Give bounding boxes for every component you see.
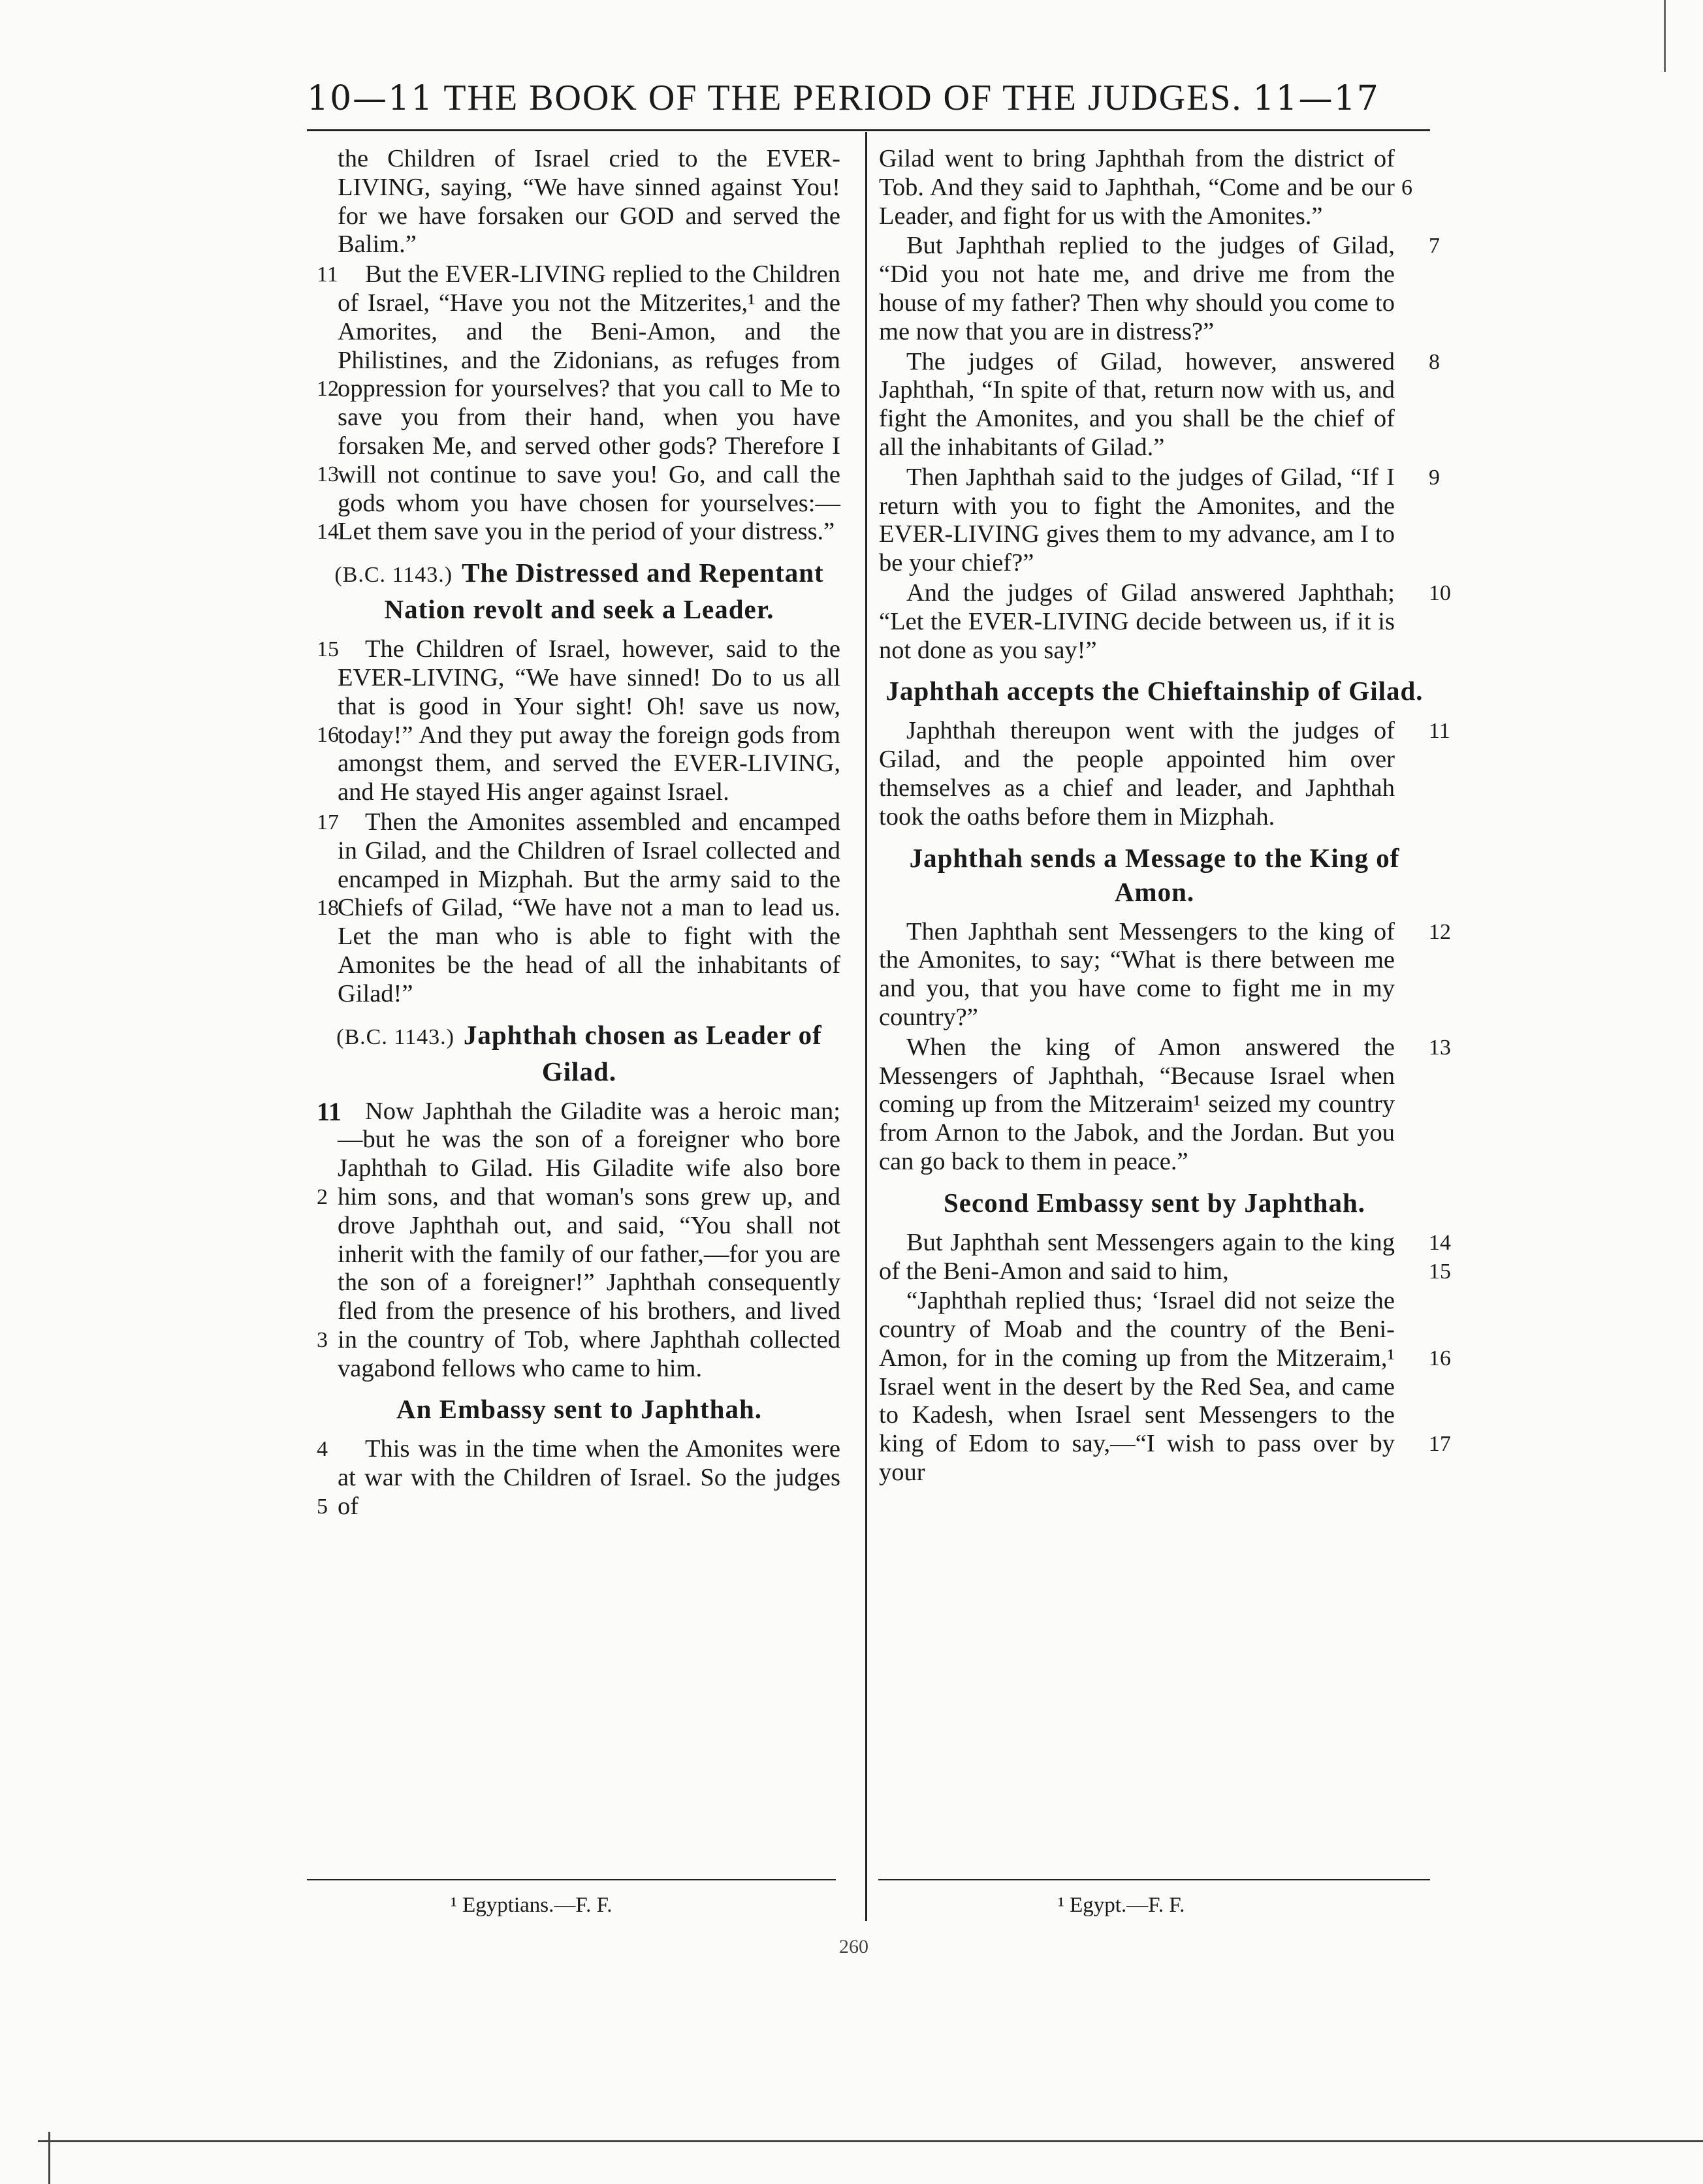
- verse-number: 12: [317, 377, 339, 402]
- section-heading: [292, 556, 840, 626]
- scan-edge-mark: [1664, 0, 1666, 72]
- verse-number: 11: [317, 262, 338, 287]
- header-right-verses: 11—17: [1252, 79, 1380, 118]
- verse-number: 17: [1429, 1432, 1451, 1457]
- verse-number: 15: [317, 637, 339, 662]
- verse-number: 13: [1429, 1035, 1451, 1060]
- paragraph: [292, 1098, 840, 1384]
- paragraph-text: This was in the time when the Amonites were at war with the Children of Israel. So the judges of: [338, 1435, 840, 1521]
- paragraph: [874, 347, 1440, 462]
- running-header: [307, 77, 1430, 119]
- header-title: THE BOOK OF THE PERIOD OF THE JUDGES.: [443, 78, 1243, 118]
- paragraph-text: “Japhthah replied thus; ‘Israel did not seize the country of Moab and the country of the Beni-Amon, for in the coming up from the Mitzeraim,¹ Israel went in the desert by the Red Sea, and came to Kadesh, when Israel sent Messengers to the king of Edom to say,—“I wish to pass over by your: [879, 1287, 1395, 1487]
- paragraph: [874, 1033, 1451, 1177]
- paragraph-text: Gilad went to bring Japhthah from the district of Tob. And they said to Japhthah, “Come and be our Leader, and fight for us with the Amonites.”: [879, 145, 1395, 230]
- verse-number: 6: [1401, 176, 1412, 200]
- paragraph-text: Now Japhthah the Giladite was a heroic man;—but he was the son of a foreigner who bore Japhthah to Gilad. His Giladite wife also bore him sons, and that woman's sons grew up, and drove Japhthah out, and said, “You shall not inherit with the family of our father,—for you are the son of a foreigner!” Japhthah consequently fled from the presence of his brothers, and lived in the country of Tob, where Japhthah collected vagabond fellows who came to him.: [338, 1097, 840, 1382]
- heading-text: Japhthah accepts the Chieftainship of Gilad.: [885, 676, 1424, 706]
- verse-number: 17: [317, 810, 339, 834]
- left-column: [292, 145, 840, 1523]
- section-heading: [874, 841, 1435, 909]
- scan-bottom-rule: [38, 2140, 1703, 2142]
- paragraph-text: But the EVER-LIVING replied to the Children of Israel, “Have you not the Mitzerites,¹ and the Amorites, and the Beni-Amon, and the Philistines, and the Zidonians, as refuges from oppression for yourselves? that you call to Me to save you from their hand, when you have forsaken Me, and served other gods? Therefore I will not continue to save you! Go, and call the gods whom you have chosen for yourselves:—Let them save you in the period of your distress.”: [338, 261, 840, 546]
- paragraph: [874, 717, 1450, 831]
- paragraph-text: The Children of Israel, however, said to the EVER-LIVING, “We have sinned! Do to us all that is good in Your sight! Oh! save us now, today!” And they put away the foreign gods from amongst them, and served the EVER-LIVING, and He stayed His anger against Israel.: [338, 635, 840, 806]
- verse-number: 13: [317, 462, 339, 487]
- heading-text: The Distressed and Repentant Nation revolt and seek a Leader.: [384, 558, 824, 625]
- paragraph: [874, 145, 1435, 230]
- footnote-rule: [307, 1879, 836, 1880]
- section-heading: [292, 1392, 840, 1426]
- verse-number: 5: [317, 1495, 328, 1519]
- section-heading: [874, 674, 1435, 708]
- paragraph: [292, 145, 840, 259]
- verse-number: 14: [1429, 1230, 1451, 1255]
- footnote-left: ¹ Egyptians.—F. F.: [451, 1893, 613, 1917]
- verse-number: 18: [317, 895, 339, 920]
- paragraph-text: Then Japhthah sent Messengers to the king of the Amonites, to say; “What is there between me and you, that you have come to fight me in my country?”: [879, 917, 1395, 1031]
- paragraph-text: Japhthah thereupon went with the judges of Gilad, and the people appointed him over themselves as a chief and leader, and Japhthah took the oaths before them in Mizphah.: [879, 717, 1395, 831]
- heading-text: Japhthah sends a Message to the King of Amon.: [909, 842, 1400, 907]
- verse-number: 11: [1429, 719, 1450, 744]
- heading-text: Second Embassy sent by Japhthah.: [943, 1187, 1366, 1218]
- header-rule: [307, 129, 1430, 131]
- paragraph-text: But Japhthah replied to the judges of Gilad, “Did you not hate me, and drive me from the house of my father? Then why should you come to me now that you are in distress?”: [879, 232, 1395, 345]
- section-heading: [292, 1018, 840, 1088]
- date-note: (B.C. 1143.): [336, 1024, 454, 1049]
- verse-number: 14: [317, 520, 339, 545]
- verse-number: 12: [1429, 919, 1451, 944]
- paragraph-text: the Children of Israel cried to the EVER-LIVING, saying, “We have sinned against You! for we have forsaken our GOD and served the Balim.”: [338, 145, 840, 259]
- paragraph: [874, 463, 1440, 578]
- chapter-number: 11: [317, 1096, 342, 1126]
- paragraph-text: Then the Amonites assembled and encamped in Gilad, and the Children of Israel collected and encamped in Mizphah. But the army said to the Chiefs of Gilad, “We have not a man to lead us. Let the man who is able to fight with the Amonites be the head of all the inhabitants of Gilad!”: [338, 808, 840, 1007]
- verse-number: 15: [1429, 1259, 1451, 1284]
- verse-number: 3: [317, 1327, 328, 1352]
- header-left-verses: 10—11: [307, 79, 434, 118]
- verse-number: 8: [1429, 349, 1440, 374]
- scan-bottom-tick: [48, 2132, 50, 2184]
- verse-number: 16: [317, 723, 339, 748]
- date-note: (B.C. 1143.): [334, 563, 453, 588]
- paragraph: [292, 1435, 840, 1521]
- footnote-right: ¹ Egypt.—F. F.: [1058, 1893, 1185, 1917]
- heading-text: An Embassy sent to Japhthah.: [396, 1394, 762, 1425]
- paragraph-text: Then Japhthah said to the judges of Gilad, “If I return with you to fight the Amonites, and the EVER-LIVING gives them to my advance, am I to be your chief?”: [879, 463, 1395, 577]
- paragraph: [292, 635, 840, 807]
- verse-number: 2: [317, 1184, 328, 1209]
- section-heading: [874, 1186, 1435, 1220]
- verse-number: 9: [1429, 465, 1440, 490]
- paragraph: [292, 261, 840, 546]
- paragraph: [874, 578, 1451, 665]
- verse-number: 4: [317, 1437, 328, 1462]
- heading-text: Japhthah chosen as Leader of Gilad.: [463, 1019, 822, 1086]
- paragraph-text: But Japhthah sent Messengers again to the king of the Beni-Amon and said to him,: [879, 1228, 1395, 1285]
- paragraph-text: When the king of Amon answered the Messengers of Japhthah, “Because Israel when coming up from the Mitzeraim¹ seized my country from Arnon to the Jabok, and the Jordan. But you can go back to them in peace.”: [879, 1033, 1395, 1175]
- verse-number: 7: [1429, 234, 1440, 259]
- page-number: 260: [839, 1936, 868, 1957]
- right-column: [874, 145, 1451, 1489]
- paragraph: [874, 1228, 1451, 1286]
- paragraph: [292, 808, 840, 1009]
- paragraph: [874, 917, 1451, 1032]
- footnote-rule: [878, 1879, 1430, 1880]
- verse-number: 10: [1429, 580, 1451, 605]
- paragraph: [874, 232, 1440, 346]
- verse-number: 16: [1429, 1346, 1451, 1371]
- column-divider: [865, 132, 867, 1921]
- paragraph: [874, 1287, 1451, 1487]
- paragraph-text: And the judges of Gilad answered Japhthah; “Let the EVER-LIVING decide between us, if it is not done as you say!”: [879, 578, 1395, 664]
- paragraph-text: The judges of Gilad, however, answered Japhthah, “In spite of that, return now with us, and fight the Amonites, and you shall be the chief of all the inhabitants of Gilad.”: [879, 347, 1395, 461]
